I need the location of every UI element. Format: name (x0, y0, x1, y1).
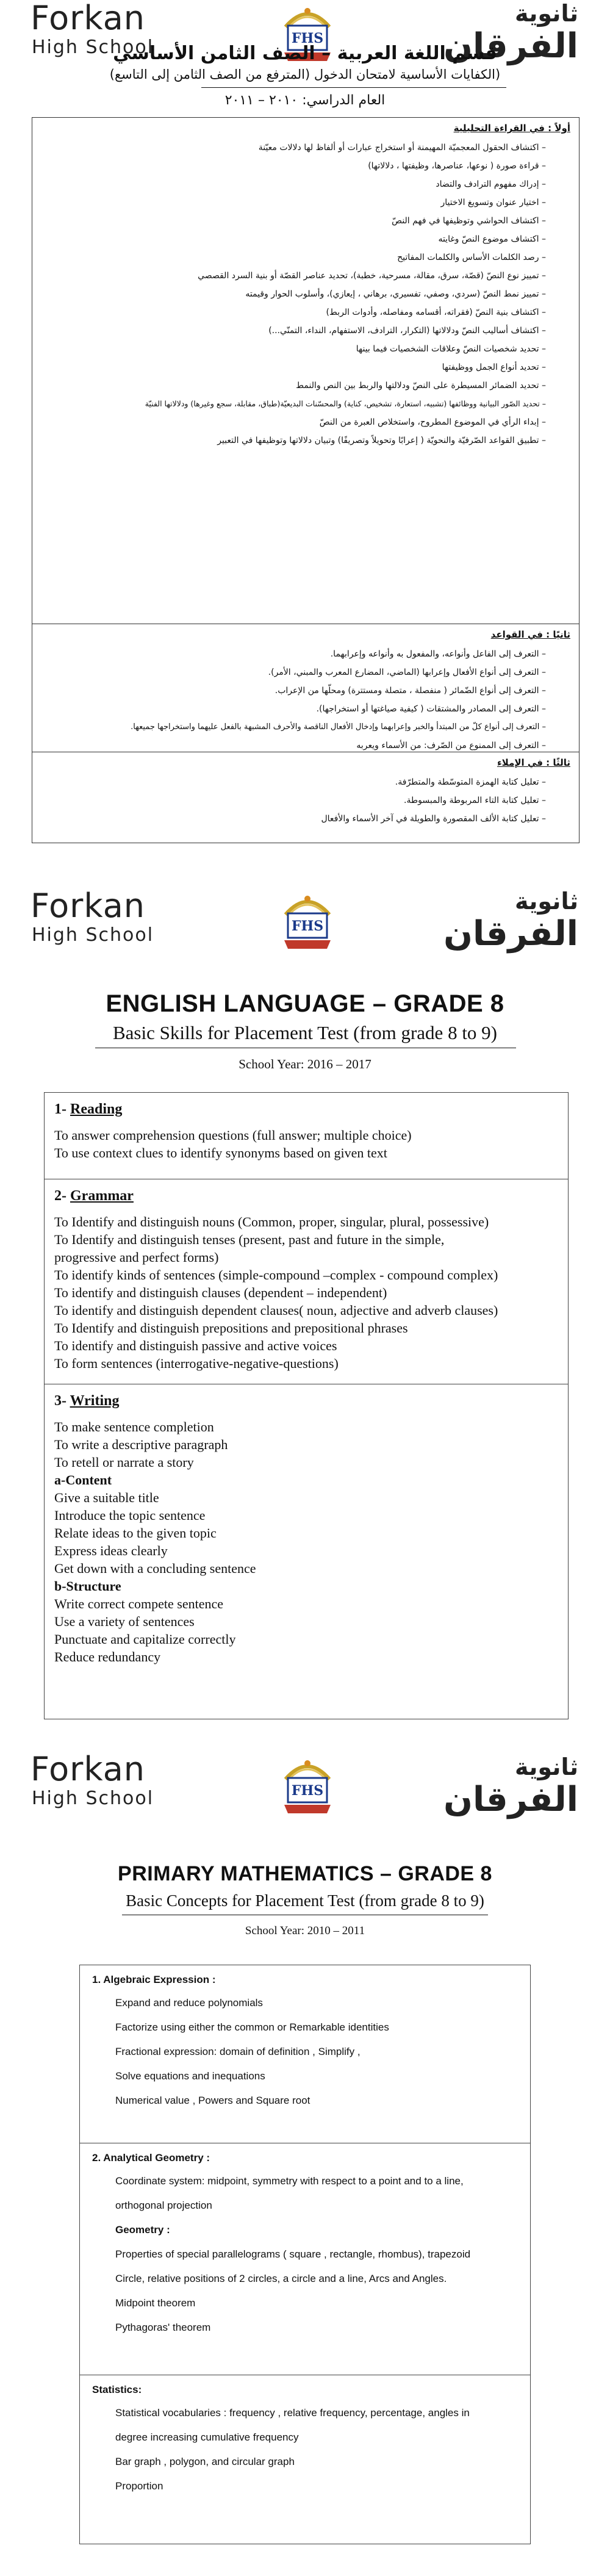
list-item: – تحديد شخصيات النصّ وعلاقات الشخصيات فيما بينها (356, 344, 546, 354)
list-item: orthogonal projection (115, 2200, 212, 2211)
list-item: – تحديد أنواع الجمل ووظيفتها (442, 362, 546, 372)
forkan-logo: Forkan High School (30, 0, 154, 58)
english-page-title: ENGLISH LANGUAGE – GRADE 8 (106, 990, 504, 1017)
list-item: – اكتشاف موضوع النصّ وغايته (438, 234, 546, 244)
list-item: To make sentence completion (54, 1419, 214, 1434)
forkan-logo: Forkan High School (30, 1750, 154, 1809)
arabic-page-subtitle: (الكفايات الأساسية لامتحان الدخول (المترفع من الصف الثامن إلى التاسع) (109, 67, 501, 82)
subheading-geometry: Geometry : (115, 2224, 170, 2236)
list-item: Properties of special parallelograms ( square , rectangle, rhombus), trapezoid (115, 2248, 471, 2260)
list-item: – إدراك مفهوم الترادف والتضاد (436, 179, 546, 189)
list-item: To identify and distinguish clauses (dependent – independent) (54, 1285, 387, 1300)
list-item: – تطبيق القواعد الصّرفيّة والنحويّة ( إعرابًا وتحويلاً وتصريفًا) وتبيان دلالاتها وتوظيفها في التعبير (217, 436, 546, 445)
list-item: – اختيار عنوان وتسويغ الاختيار (440, 198, 546, 207)
page-header (0, 1745, 610, 1830)
list-item: Introduce the topic sentence (54, 1508, 206, 1523)
list-item: – تحديد الصّور البيانية ووظائفها (تشبيه، استعارة، تشخيص، كناية) والمحسّنات البديعيّة(طباق، مقابلة، سجع وغيرها) ودلالاتها الفنيّة (145, 399, 546, 408)
section-heading: 1. Algebraic Expression : (92, 1974, 216, 1985)
school-crest-icon (279, 1755, 336, 1817)
section-heading: 2. Analytical Geometry : (92, 2152, 210, 2164)
list-item: – تمييز نوع النصّ (قصّة، سرق، مقالة، مسرحية، خطبة)، تحديد عناصر القصّة أو بنية السرد القصصي (198, 271, 546, 281)
page-header (0, 888, 610, 973)
list-item: Expand and reduce polynomials (115, 1997, 263, 2009)
list-item: To identify and distinguish dependent clauses( noun, adjective and adverb clauses) (54, 1303, 498, 1318)
arabic-page (0, 0, 610, 866)
list-item: – اكتشاف الحواشي وتوظيفها في فهم النصّ (392, 216, 546, 226)
svg-text:FHS: FHS (291, 918, 324, 934)
list-item: To Identify and distinguish prepositions and prepositional phrases (54, 1320, 408, 1336)
list-item: – اكتشاف أساليب النصّ ودلالاتها (التكرار، الترادف، الاستفهام، النداء، التمنّي...) (268, 326, 546, 336)
list-item: Punctuate and capitalize correctly (54, 1632, 236, 1647)
reading-analysis-section (32, 118, 579, 624)
english-page (0, 888, 610, 1730)
list-item: To form sentences (interrogative-negative-questions) (54, 1356, 339, 1371)
reading-section: 1- Reading To answer comprehension questions (full answer; multiple choice) To use context clues to identify synonyms based on given text (45, 1093, 568, 1179)
list-item: Express ideas clearly (54, 1543, 168, 1558)
list-item: To identify kinds of sentences (simple-compound –complex - compound complex) (54, 1267, 498, 1283)
grammar-section: 2- Grammar To Identify and distinguish nouns (Common, proper, singular, plural, possessive) To Identify and distinguish tenses (present, past and future in the simple, progressive and perfect forms) To identify kinds of sentences (simple-compound –complex - compound complex) To identify and distinguish clauses (dependent – independent) To identify and distinguish dependent clauses( noun, adjective and adverb clauses) To Identify and distinguish prepositions and prepositional phrases To identify and distinguish passive and active voices To form sentences (interrogative-negative-questions) (45, 1179, 568, 1384)
section-heading: Statistics: (92, 2384, 142, 2395)
subheading-structure: b-Structure (54, 1578, 121, 1594)
arabic-school-year: العام الدراسي: ٢٠١٠ – ٢٠١١ (224, 93, 386, 108)
list-item: – التعرف إلى المصادر والمشتقات ( كيفية صياغتها أو استخراجها). (316, 704, 546, 714)
list-item: Midpoint theorem (115, 2297, 196, 2309)
list-item: Give a suitable title (54, 1490, 159, 1505)
alforkan-arabic-logo: ثانوية الفرقان (443, 0, 578, 66)
analytical-geometry-section (80, 2143, 530, 2375)
section-heading: Writing (70, 1393, 120, 1409)
subheading-content: a-Content (54, 1472, 112, 1488)
section-heading: ثالثًا : في الإملاء (497, 757, 570, 768)
english-skills-box (44, 1092, 569, 1719)
forkan-logo: Forkan High School (30, 887, 154, 946)
list-item: – تعليل كتابة التاء المربوطة والمبسوطة. (404, 796, 546, 805)
list-item: Solve equations and inequations (115, 2070, 265, 2082)
list-item: – التعرف إلى أنواع الأفعال وإعرابها (الماضي، المضارع المعرب والمبني، الأمر). (268, 667, 546, 677)
list-item: – تحديد الضمائر المسيطرة على النصّ ودلالتها والربط بين النص والنمط (296, 381, 546, 390)
grammar-rules-section (32, 624, 579, 752)
list-item: Write correct compete sentence (54, 1596, 224, 1611)
list-item: – التعرف إلى الممنوع من الصّرف: من الأسماء ويعربه (356, 741, 546, 750)
list-item: Pythagoras' theorem (115, 2322, 211, 2333)
list-item: To identify and distinguish passive and active voices (54, 1338, 337, 1353)
math-concepts-box (79, 1965, 531, 2544)
list-item: Coordinate system: midpoint, symmetry with respect to a point and to a line, (115, 2175, 464, 2187)
algebraic-expression-section (80, 1965, 530, 2143)
list-item: Get down with a concluding sentence (54, 1561, 256, 1576)
list-item: To Identify and distinguish tenses (present, past and future in the simple, (54, 1232, 445, 1247)
list-item: Use a variety of sentences (54, 1614, 195, 1629)
list-item: Relate ideas to the given topic (54, 1525, 217, 1541)
section-heading: أولاً : في القراءة التحليلية (453, 123, 570, 134)
alforkan-arabic-logo: ثانوية الفرقان (443, 888, 578, 954)
list-item: – إبداء الرأي في الموضوع المطروح، واستخلاص العبرة من النصّ (319, 417, 546, 427)
list-item: – التعرف إلى أنواع كلّ من المبتدأ والخبر وإعرابهما وإدخال الأفعال الناقصة والأحرف المشبهة بالفعل عليهما واستخراجها جميعها. (131, 722, 546, 732)
list-item: Fractional expression: domain of definition , Simplify , (115, 2046, 361, 2057)
school-crest-icon (279, 890, 336, 952)
svg-text:FHS: FHS (291, 1783, 324, 1799)
list-item: To retell or narrate a story (54, 1455, 194, 1470)
english-school-year: School Year: 2016 – 2017 (239, 1057, 371, 1071)
math-page-subtitle: Basic Concepts for Placement Test (from grade 8 to 9) (126, 1891, 484, 1910)
list-item: degree increasing cumulative frequency (115, 2431, 299, 2443)
list-item: Numerical value , Powers and Square root (115, 2095, 310, 2106)
math-page (0, 1745, 610, 2576)
list-item: Factorize using either the common or Remarkable identities (115, 2021, 389, 2033)
list-item: To use context clues to identify synonyms based on given text (54, 1145, 387, 1160)
writing-section: 3- Writing To make sentence completion To write a descriptive paragraph To retell or narrate a story a-Content Give a suitable title Introduce the topic sentence Relate ideas to the given topic Express ideas clearly Get down with a concluding sentence b-Structure Write correct compete sentence Use a variety of sentences Punctuate and capitalize correctly Reduce redundancy (45, 1384, 568, 1718)
list-item: To write a descriptive paragraph (54, 1437, 228, 1452)
english-page-subtitle: Basic Skills for Placement Test (from grade 8 to 9) (112, 1022, 498, 1043)
section-heading: ثانيًا : في القواعد (490, 629, 570, 640)
list-item: To answer comprehension questions (full answer; multiple choice) (54, 1128, 412, 1143)
spelling-section (32, 752, 579, 840)
list-item: – تمييز نمط النصّ (سردي، وصفي، تفسيري، برهاني ، إيعازي)، وأسلوب الحوار وقيمته (245, 289, 546, 299)
list-item: Circle, relative positions of 2 circles, a circle and a line, Arcs and Angles. (115, 2273, 447, 2284)
list-item: – رصد الكلمات الأساس والكلمات المفاتيح (397, 253, 546, 262)
math-page-title: PRIMARY MATHEMATICS – GRADE 8 (118, 1862, 492, 1885)
list-item: – قراءة صورة ( نوعها، عناصرها، وظيفتها ، دلالاتها) (368, 161, 546, 171)
list-item: progressive and perfect forms) (54, 1250, 219, 1265)
list-item: – تعليل كتابة الألف المقصورة والطويلة في آخر الأسماء والأفعال (321, 814, 546, 824)
section-heading: Reading (70, 1101, 123, 1117)
list-item: Statistical vocabularies : frequency , relative frequency, percentage, angles in (115, 2407, 470, 2419)
alforkan-arabic-logo: ثانوية الفرقان (443, 1754, 578, 1819)
list-item: To Identify and distinguish nouns (Common, proper, singular, plural, possessive) (54, 1214, 489, 1229)
arabic-page-title: قسم اللغة العربية – الصف الثامن الأساسي (113, 43, 497, 64)
section-heading: Grammar (70, 1188, 134, 1204)
statistics-section (80, 2375, 530, 2543)
arabic-skills-box (32, 117, 580, 843)
list-item: Proportion (115, 2480, 163, 2492)
list-item: – التعرف إلى أنواع الضّمائر ( منفصلة ، متصلة ومستترة) ومحلّها من الإعراب. (274, 686, 546, 696)
list-item: – التعرف إلى الفاعل وأنواعه، والمفعول به وأنواعه وإعرابهما. (330, 649, 546, 659)
list-item: Reduce redundancy (54, 1649, 161, 1664)
list-item: – اكتشاف الحقول المعجميّة المهيمنة أو استخراج عبارات أو ألفاظ لها دلالات معيّنة (258, 143, 546, 153)
list-item: Bar graph , polygon, and circular graph (115, 2456, 295, 2467)
list-item: – اكتشاف بنية النصّ (فقراته، أقسامه ومفاصله، وأدوات الربط) (326, 308, 546, 317)
divider (201, 87, 506, 88)
list-item: – تعليل كتابة الهمزة المتوسّطة والمتطرّفة. (395, 777, 546, 787)
math-school-year: School Year: 2010 – 2011 (245, 1924, 365, 1937)
svg-text:FHS: FHS (291, 31, 324, 46)
